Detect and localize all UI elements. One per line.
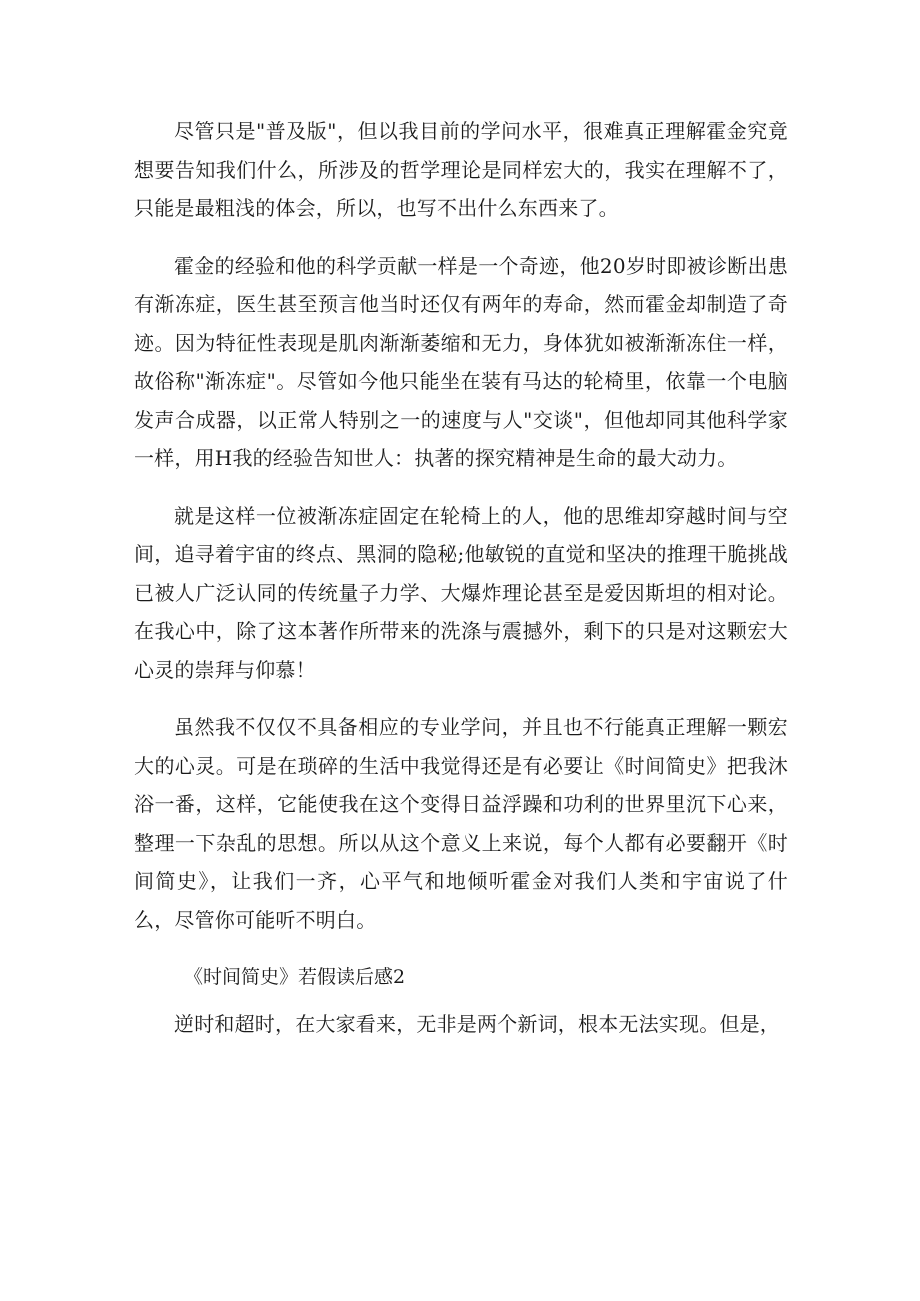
paragraph-4: 虽然我不仅仅不具备相应的专业学问，并且也不行能真正理解一颗宏大的心灵。可是在琐碎的生活中我觉得还是有必要让《时间简史》把我沐浴一番，这样，它能使我在这个变得日益浮躁和功利的世界里沉下心来，整理一下杂乱的思想。所以从这个意义上来说，每个人都有必要翻开《时间简史》，让我们一齐，心平气和地倾听霍金对我们人类和宇宙说了什么，尽管你可能听不明白。	[134, 715, 788, 932]
document-body	[134, 112, 788, 1063]
paragraph-5: 逆时和超时，在大家看来，无非是两个新词，根本无法实现。但是，	[174, 1012, 780, 1036]
paragraph-2: 霍金的经验和他的科学贡献一样是一个奇迹，他20岁时即被诊断出患有渐冻症，医生甚至预言他当时还仅有两年的寿命，然而霍金却制造了奇迹。因为特征性表现是肌肉渐渐萎缩和无力，身体犹如被渐渐冻住一样，故俗称"渐冻症"。尽管如今他只能坐在装有马达的轮椅里，依靠一个电脑发声合成器，以正常人特别之一的速度与人"交谈"，但他却同其他科学家一样，用H我的经验告知世人：执著的探究精神是生命的最大动力。	[134, 253, 788, 470]
section-subtitle: 《时间简史》若假读后感2	[184, 966, 406, 988]
paragraph-3: 就是这样一位被渐冻症固定在轮椅上的人，他的思维却穿越时间与空间，追寻着宇宙的终点、黑洞的隐秘;他敏锐的直觉和坚决的推理干脆挑战已被人广泛认同的传统量子力学、大爆炸理论甚至是爱因斯坦的相对论。在我心中，除了这本著作所带来的洗涤与震撼外，剩下的只是对这颗宏大心灵的崇拜与仰慕！	[134, 503, 788, 682]
paragraph-1: 尽管只是"普及版"，但以我目前的学问水平，很难真正理解霍金究竟想要告知我们什么，所涉及的哲学理论是同样宏大的，我实在理解不了，只能是最粗浅的体会，所以，也写不出什么东西来了。	[134, 119, 788, 220]
